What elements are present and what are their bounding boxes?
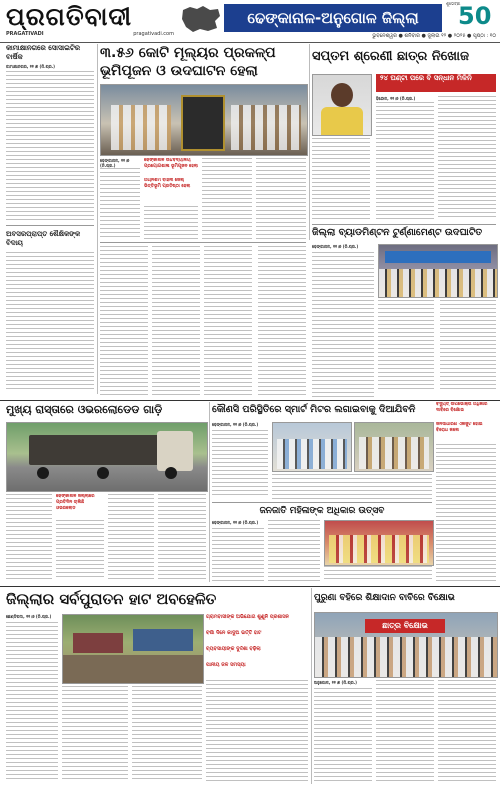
- haat-box-1: ଗ୍ରାମବାସୀଙ୍କ ଅଭିଯୋଗ ଶୁଣୁନି ପ୍ରଶାସନ: [206, 614, 289, 620]
- logo-subtitle: PRAGATIVADI: [6, 31, 44, 37]
- haat-highlights: [206, 614, 308, 782]
- col-divider-2: [309, 44, 310, 240]
- festival-headline: ଜନଜାତି ମହିଳାଙ୍କ ଅଧିକାର ଉତ୍ସବ: [259, 506, 385, 516]
- festival-dateline: ଢେଙ୍କାନାଳ, ୧୧।୭ (ନି.ପ୍ର.): [212, 520, 259, 525]
- teachers-headline: ପୁରୁଣା ବହିରେ ଶିକ୍ଷାଦାନ ବାବିରେ ବିକ୍ଷୋଭ: [314, 593, 455, 603]
- lead-cont-col-1: [100, 246, 148, 396]
- lead-body-col-1: [100, 168, 140, 238]
- lead-body-col-2: [144, 206, 198, 240]
- festival-rule: [212, 502, 432, 503]
- badminton-headline: ଜିଲ୍ଲା ବ୍ୟାଡମିଣ୍ଟନ ଟୁର୍ଣ୍ଣାମେଣ୍ଟ ଉଦଘାଟିତ: [312, 227, 483, 238]
- teachers-dateline: ଅନୁଗୋଳ, ୧୧।୭ (ନି.ପ୍ର.): [314, 680, 357, 685]
- student-dateline: ହିନ୍ଦୋଳ, ୧୧।୭ (ନି.ପ୍ର.): [376, 96, 416, 101]
- dateline-bar: [224, 33, 496, 40]
- festival-body-2: [268, 520, 320, 582]
- right-bullet-2: ଜନସାଧାରଣ ଏକଜୁଟ ହୋଇ ବିରୋଧ କଲେ: [436, 422, 483, 433]
- truck-body-2: [108, 494, 154, 582]
- festival-story: [212, 504, 432, 582]
- badminton-body-2: [378, 300, 434, 390]
- issue-dateline: ଭୁବନେଶ୍ୱର ● ଶନିବାର ● ଜୁଲାଇ ୧୨ ● ୨୦୨୫ ● ପୃଷ୍ଠା : ୧୦: [372, 33, 496, 39]
- student-alert-text: ୨୪ ଘଣ୍ଟା ପରେ ବି ସନ୍ଧାନ ମିଳିନି: [380, 74, 472, 82]
- badminton-body-3: [440, 300, 496, 390]
- teachers-body-3: [438, 680, 496, 782]
- masthead: [0, 0, 500, 42]
- truck-headline: ମୁଖ୍ୟ ରାସ୍ତାରେ ଓଭରଲୋଡେଡ ଗାଡ଼ି: [6, 403, 163, 416]
- meter-body-1: [212, 430, 268, 498]
- student-body-2: [438, 96, 496, 220]
- teachers-body-1: [314, 688, 372, 782]
- teachers-photo: [314, 612, 498, 678]
- haat-story: [6, 588, 308, 784]
- teachers-banner: [365, 619, 445, 633]
- badminton-photo: [378, 244, 498, 298]
- lead-bullet-box: [144, 158, 198, 202]
- map-icon: [180, 4, 222, 34]
- lead-bullet-2: ଅଗ୍ନିଶମ ବାହିନୀ ଜେଲ୍ ଭିତ୍ତିଭୂମି ପ୍ରତିଷ୍ଠା ହେଲା: [144, 178, 191, 189]
- haat-body-3: [132, 686, 202, 780]
- truck-body-1: [6, 494, 52, 582]
- lead-body-col-4: [256, 158, 306, 240]
- logo: [6, 4, 174, 37]
- right-bullet-1: ବିଦ୍ୟୁତ୍ ଉପଭୋକ୍ତା ଅଧିକାର ଦାବିରେ ବିକ୍ଷୋଭ: [436, 402, 488, 413]
- anniversary-emblem: [446, 2, 496, 32]
- lead-photo: [100, 84, 308, 156]
- student-body-1: [376, 102, 434, 220]
- left-headline-1: କାମାକ୍ଷାନଗରେ ସୋସାଇଟିର ବାର୍ଷିକ: [6, 44, 81, 61]
- col-divider-3: [209, 402, 210, 582]
- student-story: [312, 44, 496, 222]
- lead-dateline: ଢେଙ୍କାନାଳ, ୧୧।୭ (ନି.ପ୍ର.): [100, 158, 130, 168]
- student-alert-box: [376, 74, 496, 92]
- left-divider: [6, 225, 94, 226]
- truck-sidebar-body: [56, 520, 104, 580]
- lead-cont-col-3: [204, 246, 252, 396]
- meter-photo-1: [272, 422, 352, 472]
- teachers-body-2: [376, 680, 434, 782]
- col-divider-1: [97, 44, 98, 394]
- district-banner: [224, 4, 442, 32]
- haat-box-4: ପାନୀୟ ଜଳ ସମସ୍ୟା: [206, 662, 246, 668]
- lead-headline: ୩.୫୬ କୋଟି ମୂଲ୍ୟର ପ୍ରକଳ୍ପ ଭୂମିପୂଜନ ଓ ଉଦଘାଟନ ହେଲା: [100, 45, 276, 79]
- lead-lower-rule: [100, 242, 306, 243]
- badminton-dateline: ଢେଙ୍କାନାଳ, ୧୧।୭ (ନି.ପ୍ର.): [312, 244, 359, 249]
- bottom-band-rule: [0, 586, 500, 587]
- lead-continuation: [100, 246, 306, 396]
- greeting-label: ଶୁଭେଚ୍ଛା: [446, 1, 461, 6]
- haat-photo: [62, 614, 204, 684]
- left-article-1-body: [6, 71, 94, 221]
- truck-body-3: [158, 494, 206, 582]
- lead-bullet-1: ଢେଙ୍କାନାଳ ଉଚ୍ଚବିଦ୍ୟାଳୟ ପ୍ରୟୋଗଶାଳା ଭୂମିପୂଜନ ହେଲା: [144, 158, 198, 169]
- badminton-story: [312, 226, 496, 400]
- anniversary-number: 50: [458, 2, 492, 30]
- festival-body-3: [324, 566, 432, 582]
- haat-box-body: [206, 680, 308, 784]
- badminton-body-1: [312, 252, 374, 398]
- haat-box-2: ବର୍ଷା ଦିନେ କାଦୁଅ ଭର୍ତ୍ତି ହାଟ: [206, 630, 262, 636]
- meter-dateline: ଢେଙ୍କାନାଳ, ୧୧।୭ (ନି.ପ୍ର.): [212, 422, 259, 427]
- haat-body-2: [62, 686, 128, 780]
- website: pragativadi.com: [133, 31, 174, 37]
- teachers-story: [314, 588, 496, 784]
- meter-headline: କୌଣସି ପରିସ୍ଥିତିରେ ସ୍ମାର୍ଟ ମିଟର ଲଗାଇବାକୁ ଦିଆଯିବନି: [212, 404, 416, 415]
- left-article-2-body: [6, 252, 94, 392]
- truck-box-text: ଢେଙ୍କାନାଳ ଜିଲ୍ଲାରେ ପ୍ରତିଦିନ ଚାଲିଛି ଓଭରଲୋଡ: [56, 494, 95, 511]
- left-dateline: କାମାକ୍ଷାନଗର, ୧୧।୭ (ନି.ପ୍ର.): [6, 64, 55, 69]
- meter-photo-2: [354, 422, 434, 472]
- truck-photo: [6, 422, 208, 492]
- lead-cont-col-4: [258, 246, 306, 396]
- lead-story: [100, 44, 306, 240]
- haat-body-1: [6, 622, 58, 782]
- district-title: ଢେଙ୍କାନାଳ-ଅନୁଗୋଳ ଜିଲ୍ଲା: [247, 9, 419, 27]
- meter-story: [212, 402, 432, 500]
- truck-sidebar: [56, 494, 104, 582]
- col-divider-4: [311, 588, 312, 784]
- teachers-banner-text: ଛାତ୍ର ବିକ୍ଷୋଭ: [382, 621, 428, 630]
- meter-body-2: [272, 474, 432, 500]
- student-body-3: [312, 138, 370, 220]
- right-brief-body: [436, 444, 496, 582]
- haat-box-3: ବ୍ୟବସାୟୀଙ୍କ ଦୁର୍ଦ୍ଦଶା ବଢ଼ିଲା: [206, 646, 261, 652]
- left-headline-2: ଅବସରପ୍ରାପ୍ତ ଶୈକ୍ଷିକଙ୍କ ବିଦାୟ: [6, 230, 81, 247]
- masthead-rule: [0, 42, 500, 43]
- haat-headline: ଜିଲ୍ଲାର ସର୍ବପୁରାତନ ହାଟ ଅବହେଳିତ: [6, 590, 217, 608]
- lead-body-col-3: [202, 158, 252, 240]
- logo-text: ପ୍ରଗତିବାଦୀ: [6, 4, 133, 30]
- right-brief: [436, 402, 496, 582]
- lead-text-block: [100, 158, 306, 240]
- left-column: [6, 44, 94, 400]
- badminton-rule: [312, 224, 496, 225]
- lead-cont-col-2: [152, 246, 200, 396]
- haat-dateline: ଛେଣ୍ଡିପଦା, ୧୧।୭ (ନି.ପ୍ର.): [6, 614, 52, 619]
- festival-photo: [324, 520, 434, 566]
- middle-band-rule: [0, 400, 500, 401]
- student-headline: ସପ୍ତମ ଶ୍ରେଣୀ ଛାତ୍ର ନିଖୋଜ: [312, 49, 469, 64]
- festival-body-1: [212, 528, 264, 582]
- truck-story: [6, 402, 206, 582]
- student-photo: [312, 74, 372, 136]
